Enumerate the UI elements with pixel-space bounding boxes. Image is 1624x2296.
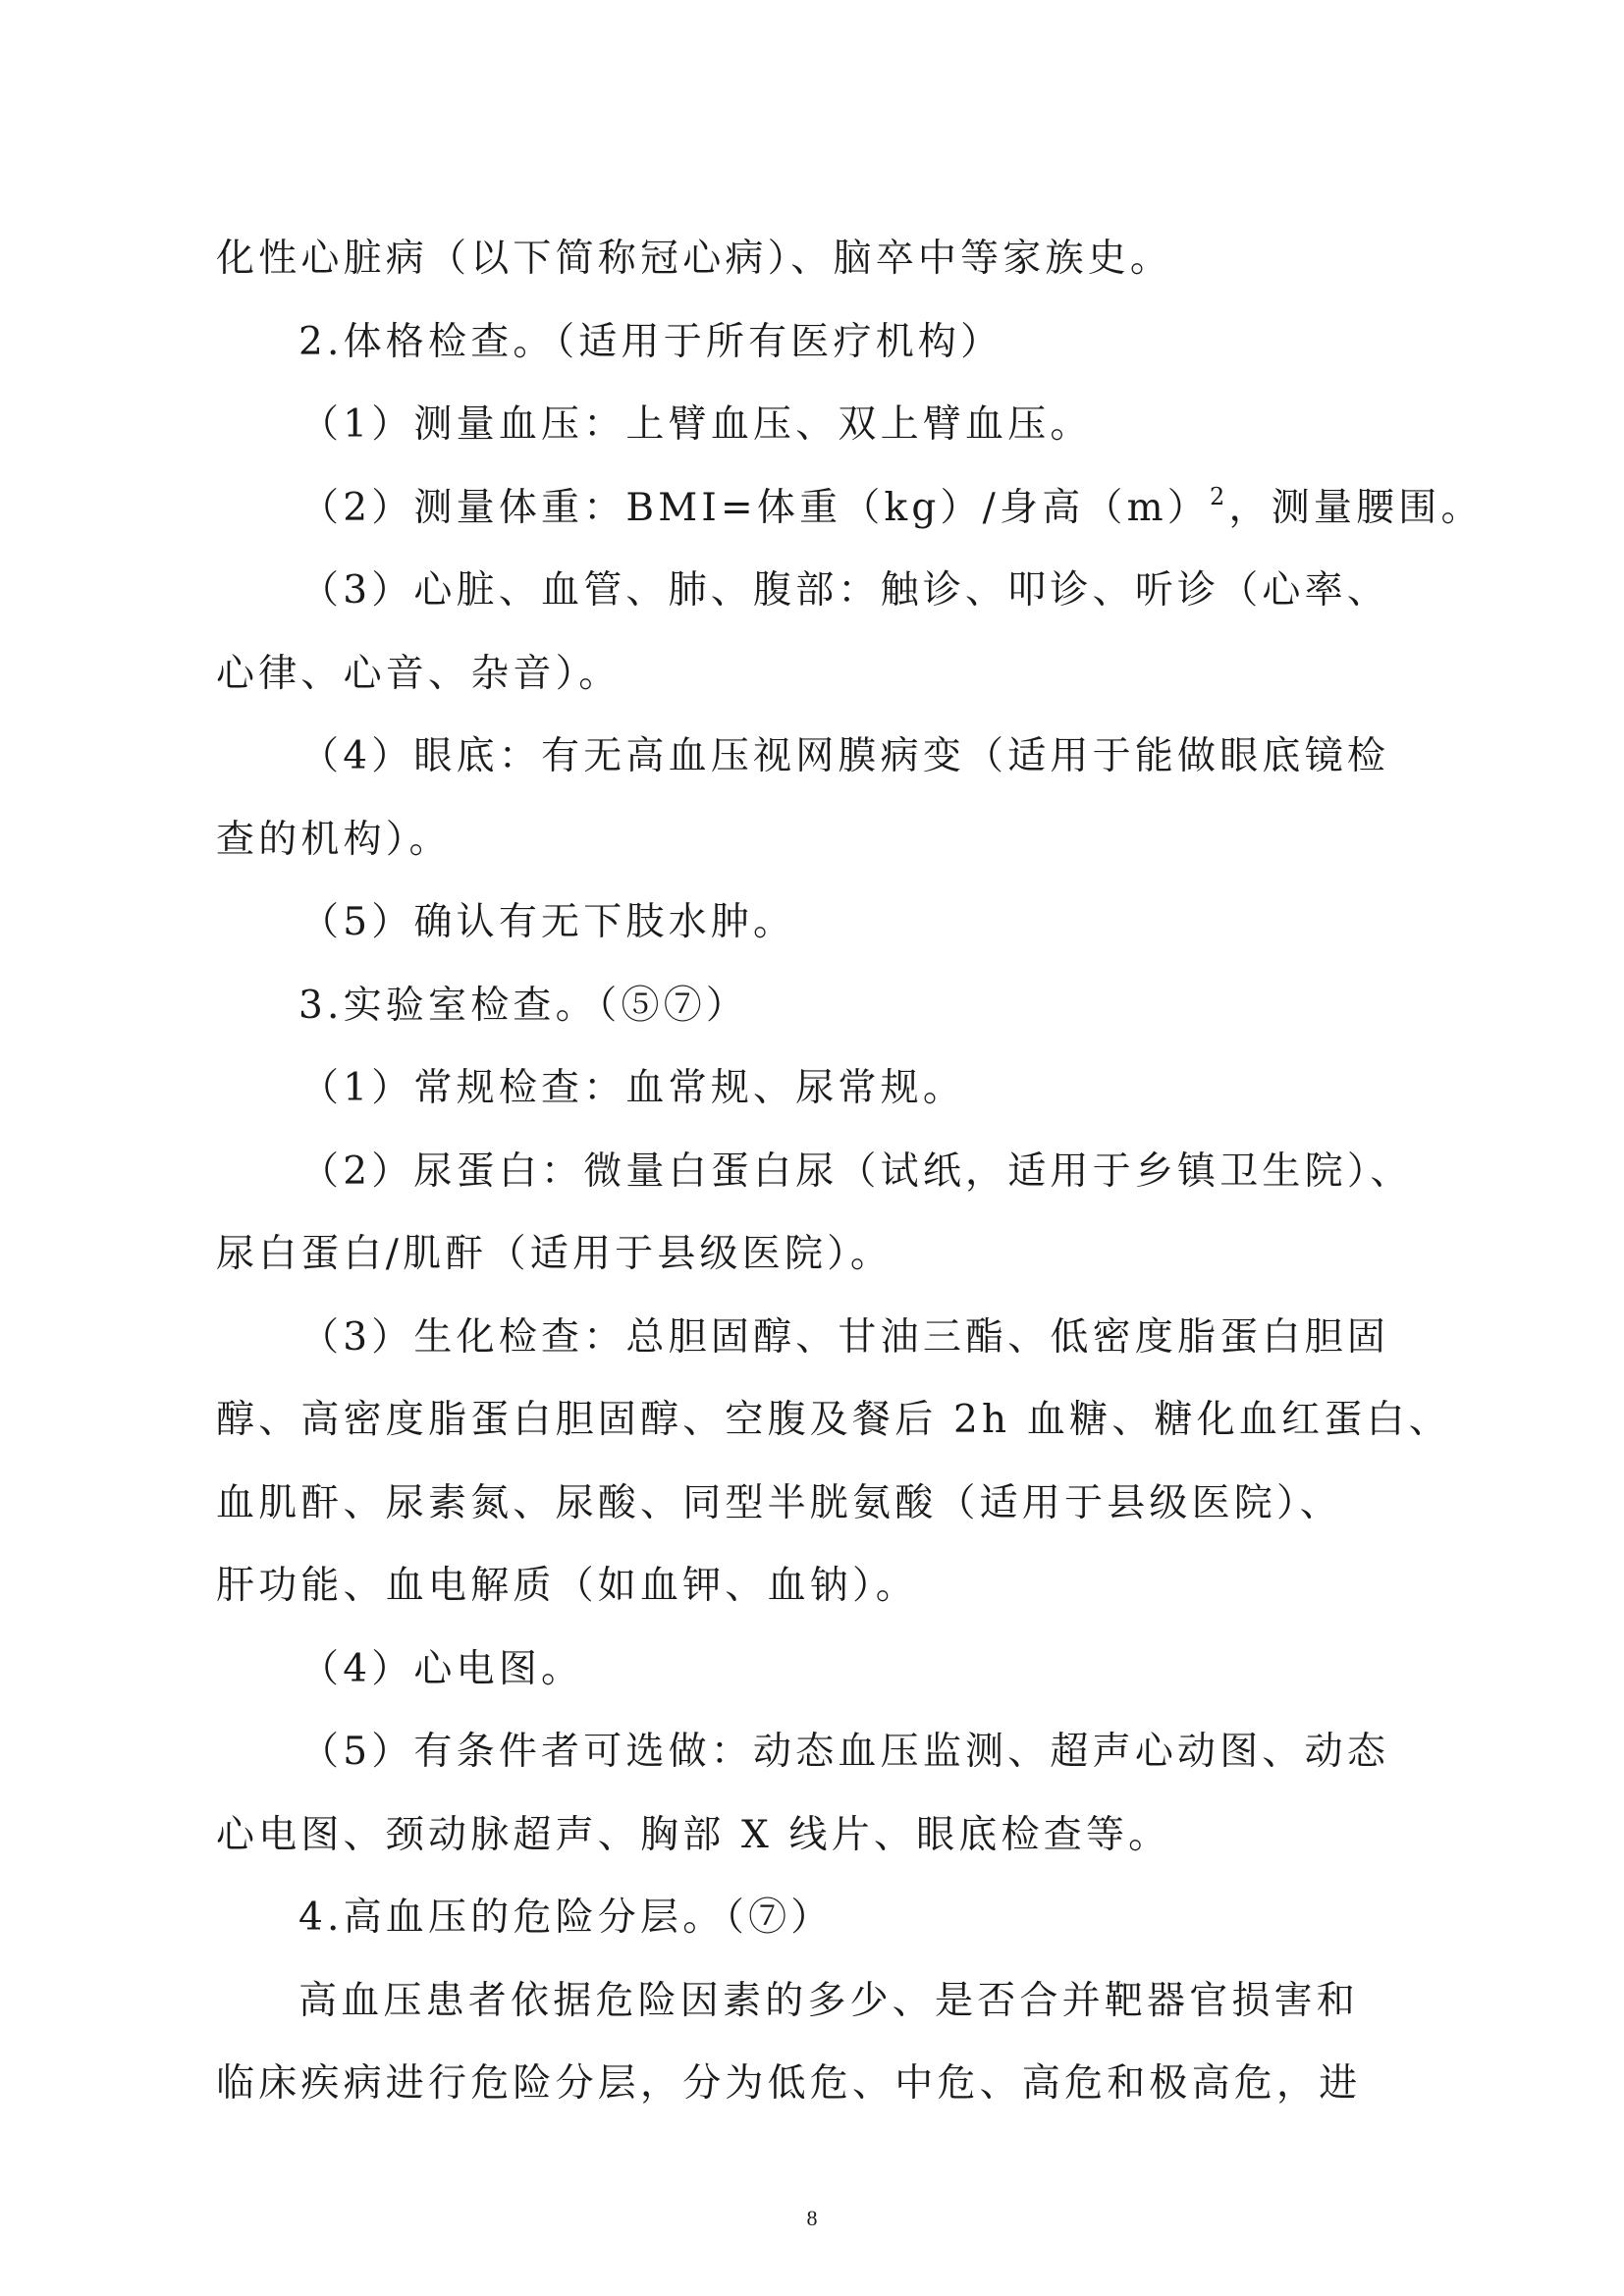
text-line: 肝功能、血电解质（如血钾、血钠）。	[216, 1564, 918, 1608]
list-item: （2）尿蛋白：微量白蛋白尿（试纸，适用于乡镇卫生院）、	[300, 1148, 1413, 1194]
list-item: （5）确认有无下肢水肿。	[300, 900, 796, 944]
list-item: （3）心脏、血管、肺、腹部：触诊、叩诊、听诊（心率、	[300, 568, 1390, 613]
text-line: 临床疾病进行危险分层，分为低危、中危、高危和极高危，进	[216, 2061, 1362, 2106]
text-line: 心律、心音、杂音）。	[216, 651, 622, 696]
list-item: （4）眼底：有无高血压视网膜病变（适用于能做眼底镜检	[300, 734, 1390, 778]
section-heading-lab-tests: 3.实验室检查。（⑤⑦）	[298, 983, 749, 1028]
list-item: （1）测量血压：上臂血压、双上臂血压。	[300, 402, 1093, 447]
list-item	[216, 467, 1484, 551]
list-item: （1）常规检查：血常规、尿常规。	[300, 1066, 966, 1110]
list-item: （3）生化检查：总胆固醇、甘油三酯、低密度脂蛋白胆固	[300, 1314, 1390, 1360]
bmi-formula: （2）测量体重：BMI=体重（kg）/身高（m）	[300, 485, 1211, 530]
list-item: （4）心电图。	[300, 1646, 584, 1691]
text-line: 化性心脏病（以下简称冠心病）、脑卒中等家族史。	[216, 237, 1173, 281]
section-heading-physical-exam: 2.体格检查。（适用于所有医疗机构）	[298, 319, 1003, 364]
text-line: 血肌酐、尿素氮、尿酸、同型半胱氨酸（适用于县级医院）、	[216, 1480, 1342, 1525]
text-line: 尿白蛋白/肌酐（适用于县级医院）。	[216, 1232, 893, 1276]
section-heading-risk-stratification: 4.高血压的危险分层。（⑦）	[298, 1896, 834, 1940]
paragraph-line: 高血压患者依据危险因素的多少、是否合并靶器官损害和	[298, 1978, 1360, 2023]
superscript: 2	[1210, 482, 1229, 510]
list-item: （5）有条件者可选做：动态血压监测、超声心动图、动态	[300, 1730, 1390, 1774]
text-line: 心电图、颈动脉超声、胸部 X 线片、眼底检查等。	[216, 1812, 1171, 1857]
text-line: 醇、高密度脂蛋白胆固醇、空腹及餐后 2h 血糖、糖化血红蛋白、	[216, 1398, 1451, 1442]
text-line: 查的机构）。	[216, 817, 452, 862]
text-fragment: ，测量腰围。	[1228, 485, 1484, 530]
page-body	[216, 218, 1484, 2126]
page-number: 8	[806, 2206, 818, 2230]
